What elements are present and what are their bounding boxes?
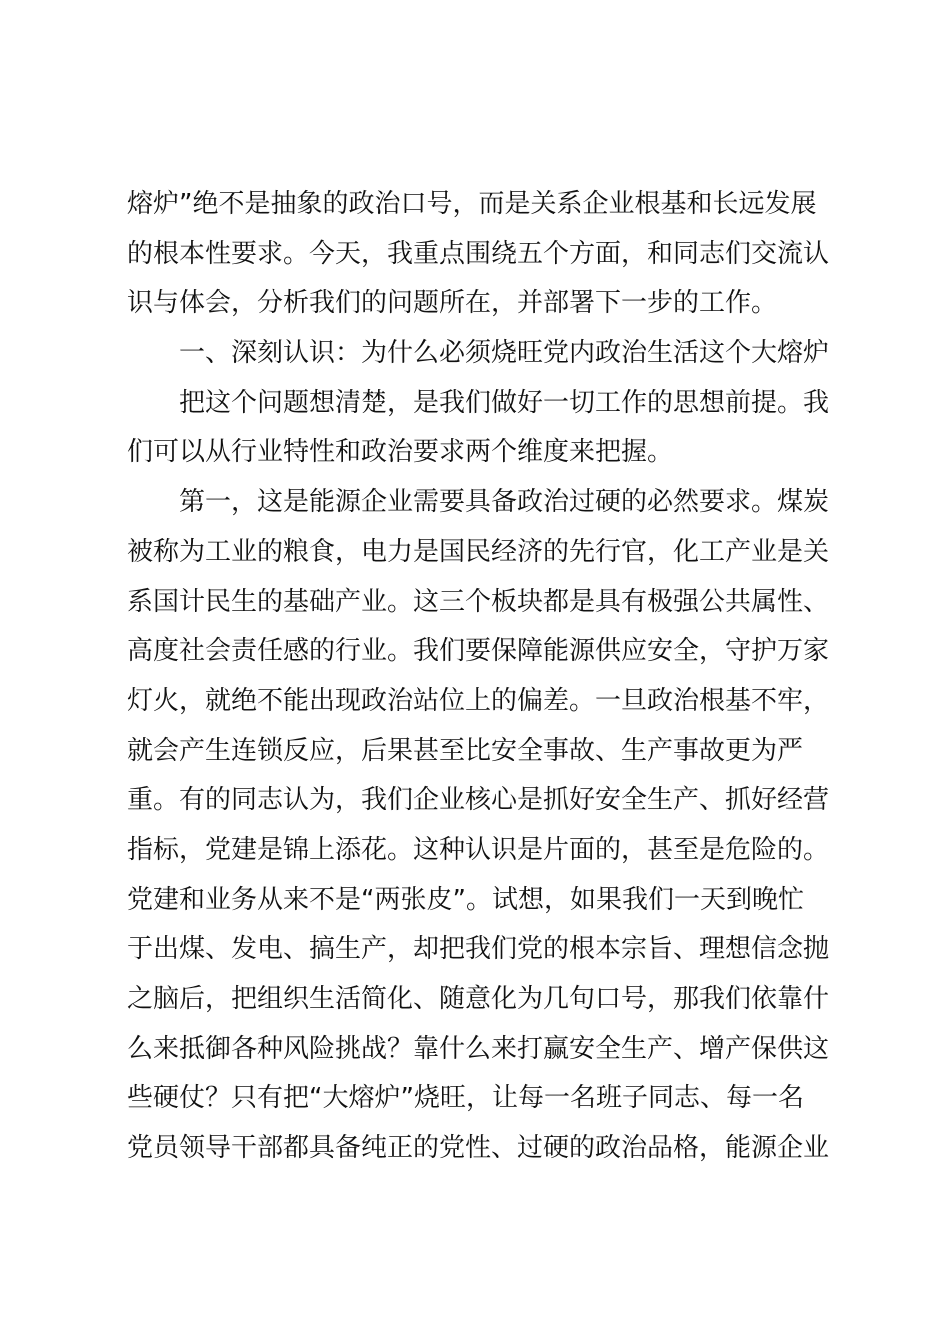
text-line: 被称为工业的粮食，电力是国民经济的先行官，化工产业是关 bbox=[127, 536, 830, 567]
text-line: 第一，这是能源企业需要具备政治过硬的必然要求。煤炭 bbox=[179, 487, 830, 518]
section-heading: 一、深刻认识：为什么必须烧旺党内政治生活这个大熔炉 bbox=[179, 338, 830, 369]
text-line: 于出煤、发电、搞生产，却把我们党的根本宗旨、理想信念抛 bbox=[127, 934, 830, 965]
text-line: 识与体会，分析我们的问题所在，并部署下一步的工作。 bbox=[127, 288, 778, 319]
text-line: 的根本性要求。今天，我重点围绕五个方面，和同志们交流认 bbox=[127, 238, 830, 269]
text-line: 们可以从行业特性和政治要求两个维度来把握。 bbox=[127, 437, 674, 468]
text-line: 之脑后，把组织生活简化、随意化为几句口号，那我们依靠什 bbox=[127, 984, 830, 1014]
text-line: 高度社会责任感的行业。我们要保障能源供应安全，守护万家 bbox=[127, 636, 830, 667]
text-line: 重。有的同志认为，我们企业核心是抓好安全生产、抓好经营 bbox=[127, 785, 830, 816]
text-line: 系国计民生的基础产业。这三个板块都是具有极强公共属性、 bbox=[127, 586, 830, 617]
text-line: 灯火，就绝不能出现政治站位上的偏差。一旦政治根基不牢， bbox=[127, 685, 830, 716]
text-line: 党员领导干部都具备纯正的党性、过硬的政治品格，能源企业 bbox=[127, 1133, 830, 1164]
text-line: 就会产生连锁反应，后果甚至比安全事故、生产事故更为严 bbox=[127, 735, 804, 766]
text-line: 些硬仗？只有把“大熔炉”烧旺，让每一名班子同志、每一名 bbox=[127, 1083, 804, 1114]
text-line: 指标，党建是锦上添花。这种认识是片面的，甚至是危险的。 bbox=[127, 834, 830, 865]
text-line: 熔炉”绝不是抽象的政治口号，而是关系企业根基和长远发展 bbox=[127, 189, 817, 219]
document-body bbox=[127, 180, 837, 1174]
text-line: 党建和业务从来不是“两张皮”。试想，如果我们一天到晚忙 bbox=[127, 884, 804, 915]
text-line: 把这个问题想清楚，是我们做好一切工作的思想前提。我 bbox=[179, 387, 830, 418]
text-line: 么来抵御各种风险挑战？靠什么来打赢安全生产、增产保供这 bbox=[127, 1033, 830, 1064]
